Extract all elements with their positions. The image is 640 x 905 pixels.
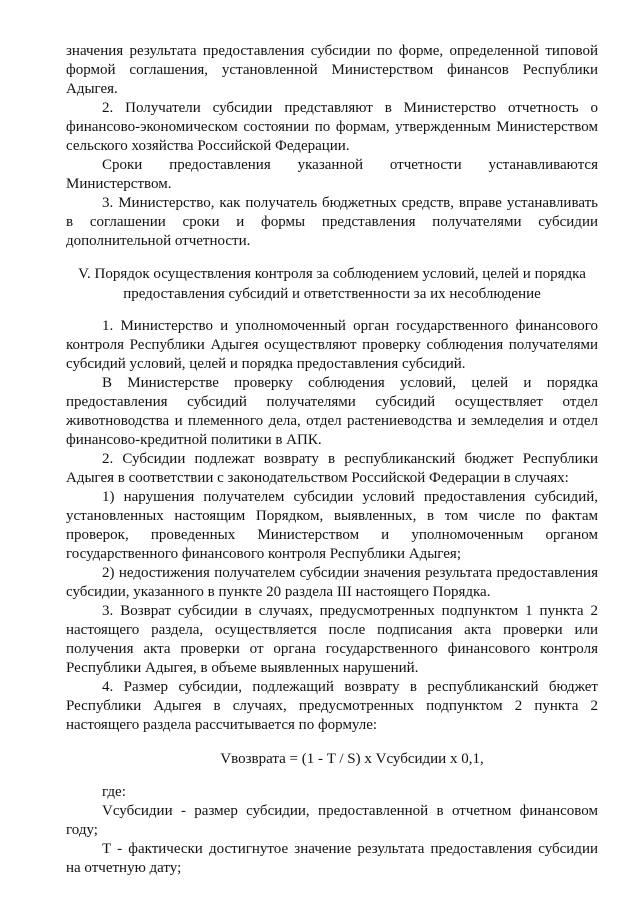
paragraph: Vсубсидии - размер субсидии, предоставленной в отчетном финансовом году; [66, 803, 598, 838]
paragraph: значения результата предоставления субсидии по форме, определенной типовой формой соглашения, установленной Министерством финансов Республики Адыгея. [66, 43, 598, 97]
section-heading: V. Порядок осуществления контроля за соблюдением условий, целей и порядка предоставления субсидий и ответственности за их несоблюдение [78, 266, 586, 302]
paragraphs-section [66, 317, 598, 735]
paragraphs-after [66, 783, 598, 878]
paragraph: 3. Возврат субсидии в случаях, предусмотренных подпунктом 1 пункта 2 настоящего раздела, осуществляется после подписания акта проверки или получения акта проверки от органа государственного финансового контроля Республики Адыгея, в объеме выявленных нарушений. [66, 603, 598, 676]
paragraph: В Министерстве проверку соблюдения условий, целей и порядка предоставления субсидий получателями субсидий осуществляет отдел животноводства и племенного дела, отдел растениеводства и земледелия и отдел финансово-кредитной политики в АПК. [66, 375, 598, 448]
paragraph: 1) нарушения получателем субсидии условий предоставления субсидий, установленных настоящим Порядком, выявленных, в том числе по фактам проверок, проведенных Министерством и уполномоченным органом государственного финансового контроля Республики Адыгея; [66, 489, 598, 562]
paragraph: где: [102, 784, 126, 800]
paragraph: 2) недостижения получателем субсидии значения результата предоставления субсидии, указанного в пункте 20 раздела III настоящего Порядка. [66, 565, 598, 600]
paragraph: 3. Министерство, как получатель бюджетных средств, вправе устанавливать в соглашении сроки и формы представления получателями субсидии дополнительной отчетности. [66, 195, 598, 249]
paragraphs-before [66, 42, 598, 251]
paragraph: 4. Размер субсидии, подлежащий возврату в республиканский бюджет Республики Адыгея в случаях, предусмотренных подпунктом 2 пункта 2 настоящего раздела рассчитывается по формуле: [66, 679, 598, 733]
paragraph: Сроки предоставления указанной отчетности устанавливаются Министерством. [66, 157, 598, 192]
paragraph: 2. Получатели субсидии представляют в Министерство отчетность о финансово-экономическом состоянии по формам, утвержденным Министерством сельского хозяйства Российской Федерации. [66, 100, 598, 154]
formula: Vвозврата = (1 - T / S) х Vсубсидии х 0,1, [220, 751, 484, 767]
paragraph: 2. Субсидии подлежат возврату в республиканский бюджет Республики Адыгея в соответствии с законодательством Российской Федерации в случаях: [66, 451, 598, 486]
paragraph: T - фактически достигнутое значение результата предоставления субсидии на отчетную дату; [66, 841, 598, 876]
paragraph: 1. Министерство и уполномоченный орган государственного финансового контроля Республики Адыгея осуществляют проверку соблюдения получателями субсидий условий, целей и порядка предоставления субсидий. [66, 318, 598, 372]
